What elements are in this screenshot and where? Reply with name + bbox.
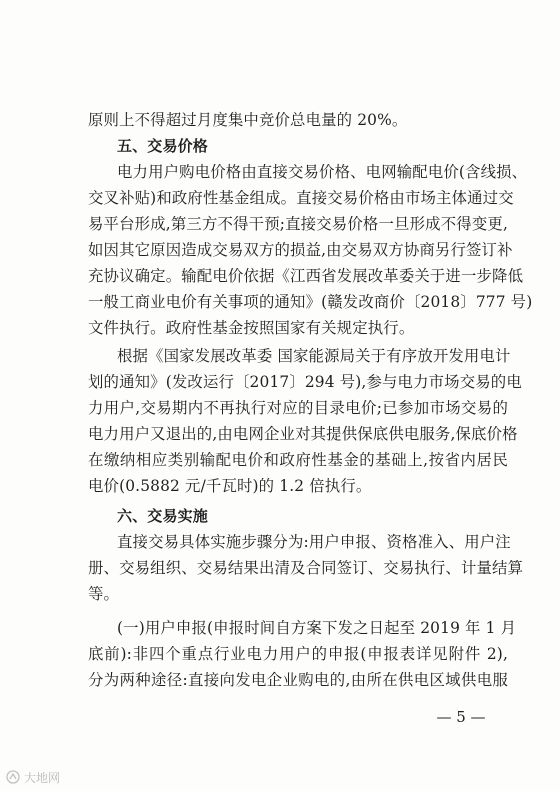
body-text-line: 原则上不得超过月度集中竞价总电量的 20%。 xyxy=(88,111,408,129)
body-text-line: 如因其它原因造成交易双方的损益,由交易双方协商另行签订补 xyxy=(88,241,513,259)
body-text-line: 电力用户购电价格由直接交易价格、电网输配电价(含线损、 xyxy=(117,163,528,181)
body-text-line: (一)用户申报(申报时间自方案下发之日起至 2019 年 1 月 xyxy=(117,619,517,637)
section-heading-trading-price: 五、交易价格 xyxy=(117,137,208,155)
body-text-line: 交叉补贴)和政府性基金组成。直接交易价格由市场主体通过交 xyxy=(88,189,514,207)
body-text-line: 易平台形成,第三方不得干预;直接交易价格一旦形成不得变更, xyxy=(88,215,508,233)
body-text-line: 直接交易具体实施步骤分为:用户申报、资格准入、用户注 xyxy=(117,533,511,551)
body-text-line: 等。 xyxy=(88,585,120,603)
body-text-line: 册、交易组织、交易结果出清及合同签订、交易执行、计量结算 xyxy=(88,559,524,577)
body-text-line: 分为两种途径:直接向发电企业购电的,由所在供电区域供电服 xyxy=(88,671,508,689)
body-text-line: 一般工商业电价有关事项的通知》(赣发改商价〔2018〕777 号) xyxy=(88,293,533,311)
body-text-line: 文件执行。政府性基金按照国家有关规定执行。 xyxy=(88,319,415,337)
body-text-line: 电价(0.5882 元/千瓦时)的 1.2 倍执行。 xyxy=(88,477,372,495)
body-text-line: 划的通知》(发改运行〔2017〕294 号),参与电力市场交易的电 xyxy=(88,373,522,391)
page-number: — 5 — xyxy=(436,708,486,726)
body-text-line: 根据《国家发展改革委 国家能源局关于有序放开发用电计 xyxy=(117,347,511,365)
body-text-line: 电力用户又退出的,由电网企业对其提供保底供电服务,保底价格 xyxy=(88,425,518,443)
watermark xyxy=(6,768,60,786)
body-text-line: 在缴纳相应类别输配电价和政府性基金的基础上,按省内居民 xyxy=(88,451,508,469)
watermark-text: 大地网 xyxy=(24,770,61,785)
body-text-line: 力用户,交易期内不再执行对应的目录电价;已参加市场交易的 xyxy=(88,399,508,417)
body-text-line: 充协议确定。输配电价依据《江西省发展改革委关于进一步降低 xyxy=(88,267,524,285)
section-heading-trading-implementation: 六、交易实施 xyxy=(117,507,208,525)
body-text-line: 底前):非四个重点行业电力用户的申报(申报表详见附件 2), xyxy=(88,645,508,663)
watermark-logo-icon xyxy=(6,770,20,784)
